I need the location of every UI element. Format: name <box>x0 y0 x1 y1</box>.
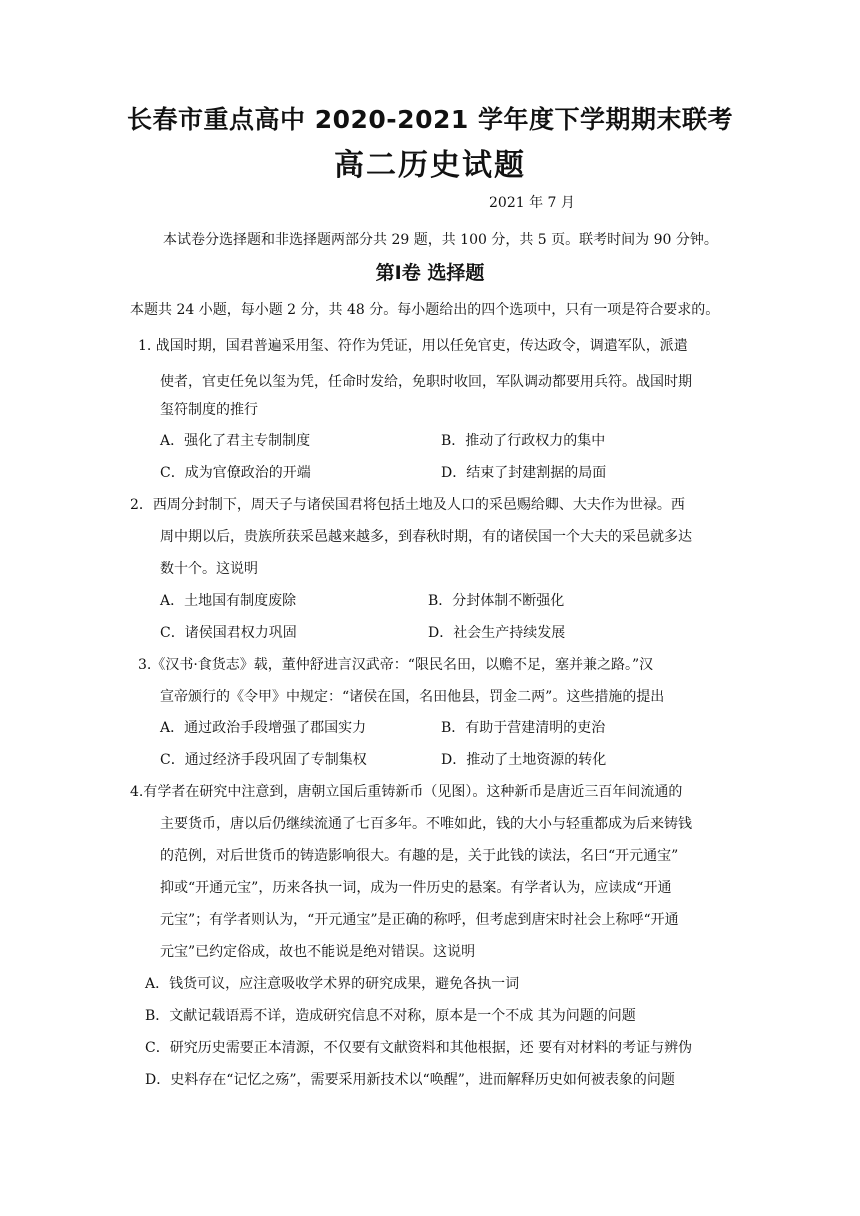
option-b[interactable]: B．有助于营建清明的吏治 <box>441 720 606 736</box>
section-title: 第Ⅰ卷 选择题 <box>375 262 485 284</box>
option-b[interactable]: B．推动了行政权力的集中 <box>441 433 606 449</box>
question-text-line: 的范例，对后世货币的铸造影响很大。有趣的是，关于此钱的读法，名曰“开元通宝” <box>160 848 679 864</box>
question-text-line: 宣帝颁行的《令甲》中规定：“诸侯在国，名田他县，罚金二两”。这些措施的提出 <box>160 689 665 705</box>
option-d[interactable]: D．社会生产持续发展 <box>428 625 566 641</box>
question-text-line: 1. 战国时期，国君普遍采用玺、符作为凭证，用以任免官吏，传达政令，调遣军队，派遣 <box>138 338 688 354</box>
option-c[interactable]: C．诸侯国君权力巩固 <box>160 625 297 641</box>
exam-title: 长春市重点高中 2020-2021 学年度下学期期末联考 <box>127 105 733 134</box>
question-text-line: 抑或“开通元宝”，历来各执一词，成为一件历史的悬案。有学者认为，应读成“开通 <box>160 880 672 896</box>
option-a[interactable]: A．强化了君主专制制度 <box>160 433 311 449</box>
question-text-line: 元宝”；有学者则认为，“开元通宝”是正确的称呼，但考虑到唐宋时社会上称呼“开通 <box>160 912 679 928</box>
question-text-line: 2．西周分封制下，周天子与诸侯国君将包括土地及人口的采邑赐给卿、大夫作为世禄。西 <box>130 497 685 513</box>
exam-intro: 本试卷分选择题和非选择题两部分共 29 题，共 100 分，共 5 页。联考时间为 90 分钟。 <box>163 232 718 248</box>
question-text-line: 使者，官吏任免以玺为凭，任命时发给，免职时收回，军队调动都要用兵符。战国时期 <box>160 374 692 390</box>
option-c[interactable]: C．成为官僚政治的开端 <box>160 465 311 481</box>
option-d[interactable]: D．推动了土地资源的转化 <box>441 752 607 768</box>
option-d[interactable]: D．史料存在“记忆之殇”，需要采用新技术以“唤醒”，进而解释历史如何被表象的问题 <box>145 1072 675 1088</box>
option-b[interactable]: B．文献记载语焉不详，造成研究信息不对称，原本是一个不成 其为问题的问题 <box>145 1008 636 1024</box>
question-text-line: 元宝”已约定俗成，故也不能说是绝对错误。这说明 <box>160 944 476 960</box>
option-c[interactable]: C．研究历史需要正本清源，不仅要有文献资料和其他根据，还 要有对材料的考证与辨伪 <box>145 1040 693 1056</box>
exam-date: 2021 年 7 月 <box>489 195 575 211</box>
option-a[interactable]: A．土地国有制度废除 <box>160 593 297 609</box>
question-text-line: 周中期以后，贵族所获采邑越来越多，到春秋时期，有的诸侯国一个大夫的采邑就多达 <box>160 529 692 545</box>
question-text-line: 3.《汉书·食货志》载，董仲舒进言汉武帝：“限民名田，以赡不足，塞并兼之路。”汉 <box>138 657 654 673</box>
option-a[interactable]: A．通过政治手段增强了郡国实力 <box>160 720 367 736</box>
exam-subtitle: 高二历史试题 <box>334 148 526 183</box>
question-text-line: 数十个。这说明 <box>160 561 258 577</box>
question-text-line: 4.有学者在研究中注意到，唐朝立国后重铸新币（见图）。这种新币是唐近三百年间流通的 <box>130 784 683 800</box>
option-c[interactable]: C．通过经济手段巩固了专制集权 <box>160 752 367 768</box>
question-text-line: 主要货币，唐以后仍继续流通了七百多年。不唯如此，钱的大小与轻重都成为后来铸钱 <box>160 816 692 832</box>
section-instruction: 本题共 24 小题，每小题 2 分，共 48 分。每小题给出的四个选项中，只有一项是符合要求的。 <box>130 302 720 318</box>
option-d[interactable]: D．结束了封建割据的局面 <box>441 465 607 481</box>
question-text-line: 玺符制度的推行 <box>160 402 258 418</box>
option-a[interactable]: A．钱货可议，应注意吸收学术界的研究成果，避免各执一词 <box>145 976 520 992</box>
option-b[interactable]: B．分封体制不断强化 <box>428 593 565 609</box>
